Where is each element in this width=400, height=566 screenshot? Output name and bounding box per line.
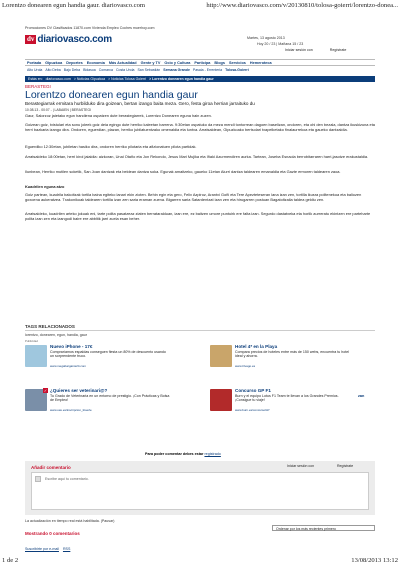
subnav-item[interactable]: Comarca [98,68,113,72]
subnav-item[interactable]: Semana Grande [163,68,190,72]
email-subscribe-link[interactable]: Suscribirte por e-mail [25,547,59,551]
avatar [35,476,41,482]
print-footer [2,557,398,564]
article-paragraph: Ilunbean, Herriko mutilen soketik, San Joan dantzak eta beldean dantza soka. Egunak amaitzeko, gaueko 11etan Aiurri dantza taldearen emanaldia eta Gazte ermoren taldearen zaoa. [25,169,341,174]
comment-placeholder: Escribe aquí tu comentario. [45,477,89,481]
ad-description: Compraríamos espaldas conseguen fiesta un 80% de descuento usando un sorprendente truco. [50,350,166,359]
comment-count: Mostrando 0 comentarios [25,531,80,536]
comment-login [287,464,375,468]
nav-item[interactable]: Más Actualidad [108,60,137,65]
subnav-item[interactable]: Alto Deba [45,68,61,72]
article-headline: Lorentzo donearen egun handia gaur [25,89,198,101]
realtime-status[interactable]: La actualización en tiempo real está habilitada. (Pausar) [25,519,115,523]
print-header [2,2,398,9]
article-byline: 10.08.13 - 00:07 - | LABAIEN | BERASTEGI [25,108,92,112]
nav-item[interactable]: Participa [194,60,211,65]
ad-network-badge[interactable]: zan [358,394,365,398]
print-url: http://www.diariovasco.com/v/20130810/tolosa-goierri/lorentzo-donea... [206,2,398,9]
ad-title[interactable]: Concurso GP F1 [235,388,271,393]
register-link[interactable]: registrado [204,452,221,456]
nav-item[interactable]: Servicios [228,60,246,65]
subnav-item[interactable]: San Sebastián [137,68,161,72]
ad-description: Burn y el equipo Lotus F1 Team te llevan a los Grandes Premios. ¡Consigue tu viaje! [235,394,339,403]
logo-text: diariovasco.com [37,34,112,45]
breadcrumb-item[interactable]: diariovasco.com [45,77,71,81]
sort-select[interactable]: Ordenar por los más recientes primero [272,525,375,531]
ad-title[interactable]: ¿Quieres ser veterinari@? [50,388,108,393]
print-page: 1 de 2 [2,557,19,564]
ad-title[interactable]: Nuevo iPhone - 17€ [50,344,93,349]
article-paragraph: Goiz partean, kuadrila bakoitzak tortila baina egiteko lanari ekin zioten. Behin egin eta gero, Felix Azpiroz, Arantxi Goñi eta Tere Apezteteseran lana izan zen, tortilla ikusra politenekoa eta baliozen goxoena aukeratzea. Txakonikoak taldearen tortilla izan zen saria eraman zuena. Bigarren saria Satardentzat izan zen eta hirugarren postuan Bagatoltzaila taldea geldiu zen. [25,192,362,202]
print-title: Lorentzo donearen egun handia gaur. diariovasco.com [2,2,145,9]
nav-item[interactable]: Economía [86,60,105,65]
weather: Hoy 20 / 23 | Mañana 15 / 23 [257,42,304,46]
check-icon: ✓ [43,388,48,393]
ad-url[interactable]: www.megabargains24.com [50,364,87,368]
subnav-item[interactable]: Tolosa-Goierri [225,68,249,72]
nav-item[interactable]: Gipuzkoa [45,60,63,65]
subscribe-links [25,547,73,551]
ad-url[interactable]: www.trivago.es [235,364,256,368]
nav-item[interactable]: Portada [27,60,42,65]
main-nav [25,59,375,66]
breadcrumb-item[interactable]: > Noticias Tolosa Goierri [108,77,147,81]
nav-item[interactable]: Gente y TV [140,60,161,65]
tags-list[interactable]: lorentzo, donearen, egun, handia, gaur [25,333,87,337]
article-paragraph: Gaur, Salorzoz jaietako egun handiena ospatzen dute berastegiarrek, Lorentzo Donearen eguna hain zuzen. [25,113,212,118]
tags-title: TAGS RELACIONADOS [25,324,75,329]
login-bar [285,48,362,52]
signin-link[interactable]: Iniciar sesión con [285,48,313,52]
subnav-item[interactable]: Bidasoa [83,68,96,72]
ad-title[interactable]: Hotel 4* en la Playa [235,344,278,349]
ad-label: Publicidad [25,339,38,343]
ad-card[interactable] [25,386,175,416]
article-paragraph: Arratsaldeko, kuadrilen arteko jokuak eni, tarte polita pasatzeaz ziaten berrataralduan, izan ere, ez baitzen umore puntuirk ere falta izan. Segurdo dastatxeka eta horiik aurreratu ekintzen ere parteharte polita izan zen eta izangodi baire ere abbltik jarri zuela esan beher. [25,211,371,221]
ad-url[interactable]: www.burn.es/concursoGP [235,408,270,412]
nav-item[interactable]: Hemeroteca [249,60,272,65]
comment-input[interactable] [31,472,369,510]
comment-box [25,461,375,515]
nav-item[interactable]: Ocio y Cultura [164,60,191,65]
tags-divider [25,330,375,331]
top-links[interactable]: Promociones DV Clasificados 11870.com Vivienda Empleo Coches muerhoy.com [25,26,155,30]
register-link[interactable]: Regístrate [337,464,354,468]
section-label[interactable]: BERASTEGI [25,84,51,89]
signin-link[interactable]: Iniciar sesión con [287,464,315,468]
ad-image [25,345,47,367]
ad-image [210,389,232,411]
webpage [25,24,375,552]
nav-item[interactable]: Deportes [66,60,83,65]
subnav-item[interactable]: Costa Urola [115,68,135,72]
ad-description: Tu Grado de Veterinaria en un entorno de prestigio. ¡Con Prácticas y Bolsa de Empleo! [50,394,170,403]
breadcrumb-item: > Lorentzo donearen egun handia gaur [149,77,214,81]
article-paragraph: Arratsaldeko 18:00etan, herri kirol jaialdia: aizkoran, Unai Otaño eta Jon Rekondo, Jesus Mari Mujika eta Iñaki Azurmendiren aurka. Tartean, Joseba Esnaola berrobitarraren harri-jasotze erakustaldia. [25,154,369,159]
breadcrumb-label: Estás en: [28,77,43,81]
ad-card[interactable] [25,342,175,372]
article-paragraph: Goizean goiz, txistulari eta sonu joleek goiz deia egingo dute herriko kaleetan barrena. 9:30etan ospatuko da meza mendi tontorrean dagoen baselizan, ondoren, eta ohi den bezala, dantza ikuskizuna eta herri bazkaria izango dira. Ondoren, eguerdian, plazan, herriko jubilatuentzako omenaldia eta luntxa. Arratsaldean, Gipuzkoako bertsolari txapelketako finalaurrekoa eta gaueko dantzaldia. [25,122,375,132]
register-link[interactable]: Regístrate [329,48,347,52]
ad-card[interactable] [210,386,360,416]
subnav-item[interactable]: Alto Urola [27,68,43,72]
article-subhead: Berastegiarrak ermitara hurbilduko dira goizean, bertan izango baita meza. Gero, festa giroa herrian jarraituko du [25,101,255,106]
ad-description: Compara precios de hoteles entre más de 150 webs, encuentra tu hotel ideal y ahorra. [235,350,350,359]
logo-mark: dv [27,35,35,43]
nav-item[interactable]: Blogs [214,60,225,65]
breadcrumb-item[interactable]: > Noticias Gipuzkoa [73,77,106,81]
comment-title: Añadir comentario [31,465,71,470]
article-subheading: Kuadrilen eguna atzo [25,184,65,189]
comment-login-text: Para poder comentar debes estar [145,452,204,456]
sub-nav [25,68,377,72]
site-logo[interactable] [25,34,112,45]
article-paragraph: Eguerdiko 12:30etan, jubiletan hasiko dira, ondoren herriko pilotaria eta afizionatuen pilota partidak. [25,144,197,149]
date-line: Martes, 13 agosto 2013 [247,36,285,40]
ad-url[interactable]: www.uax.es/inscripcion_titoerle [50,408,92,412]
ad-card[interactable] [210,342,360,372]
rss-link[interactable]: RSS [62,547,71,551]
breadcrumb [25,76,375,82]
subnav-item[interactable]: Pasaia - Errenteria [192,68,223,72]
comment-login-note [145,452,221,456]
print-datetime: 13/08/2013 13:12 [351,557,398,564]
ad-image [210,345,232,367]
subnav-item[interactable]: Bajo Deba [63,68,81,72]
